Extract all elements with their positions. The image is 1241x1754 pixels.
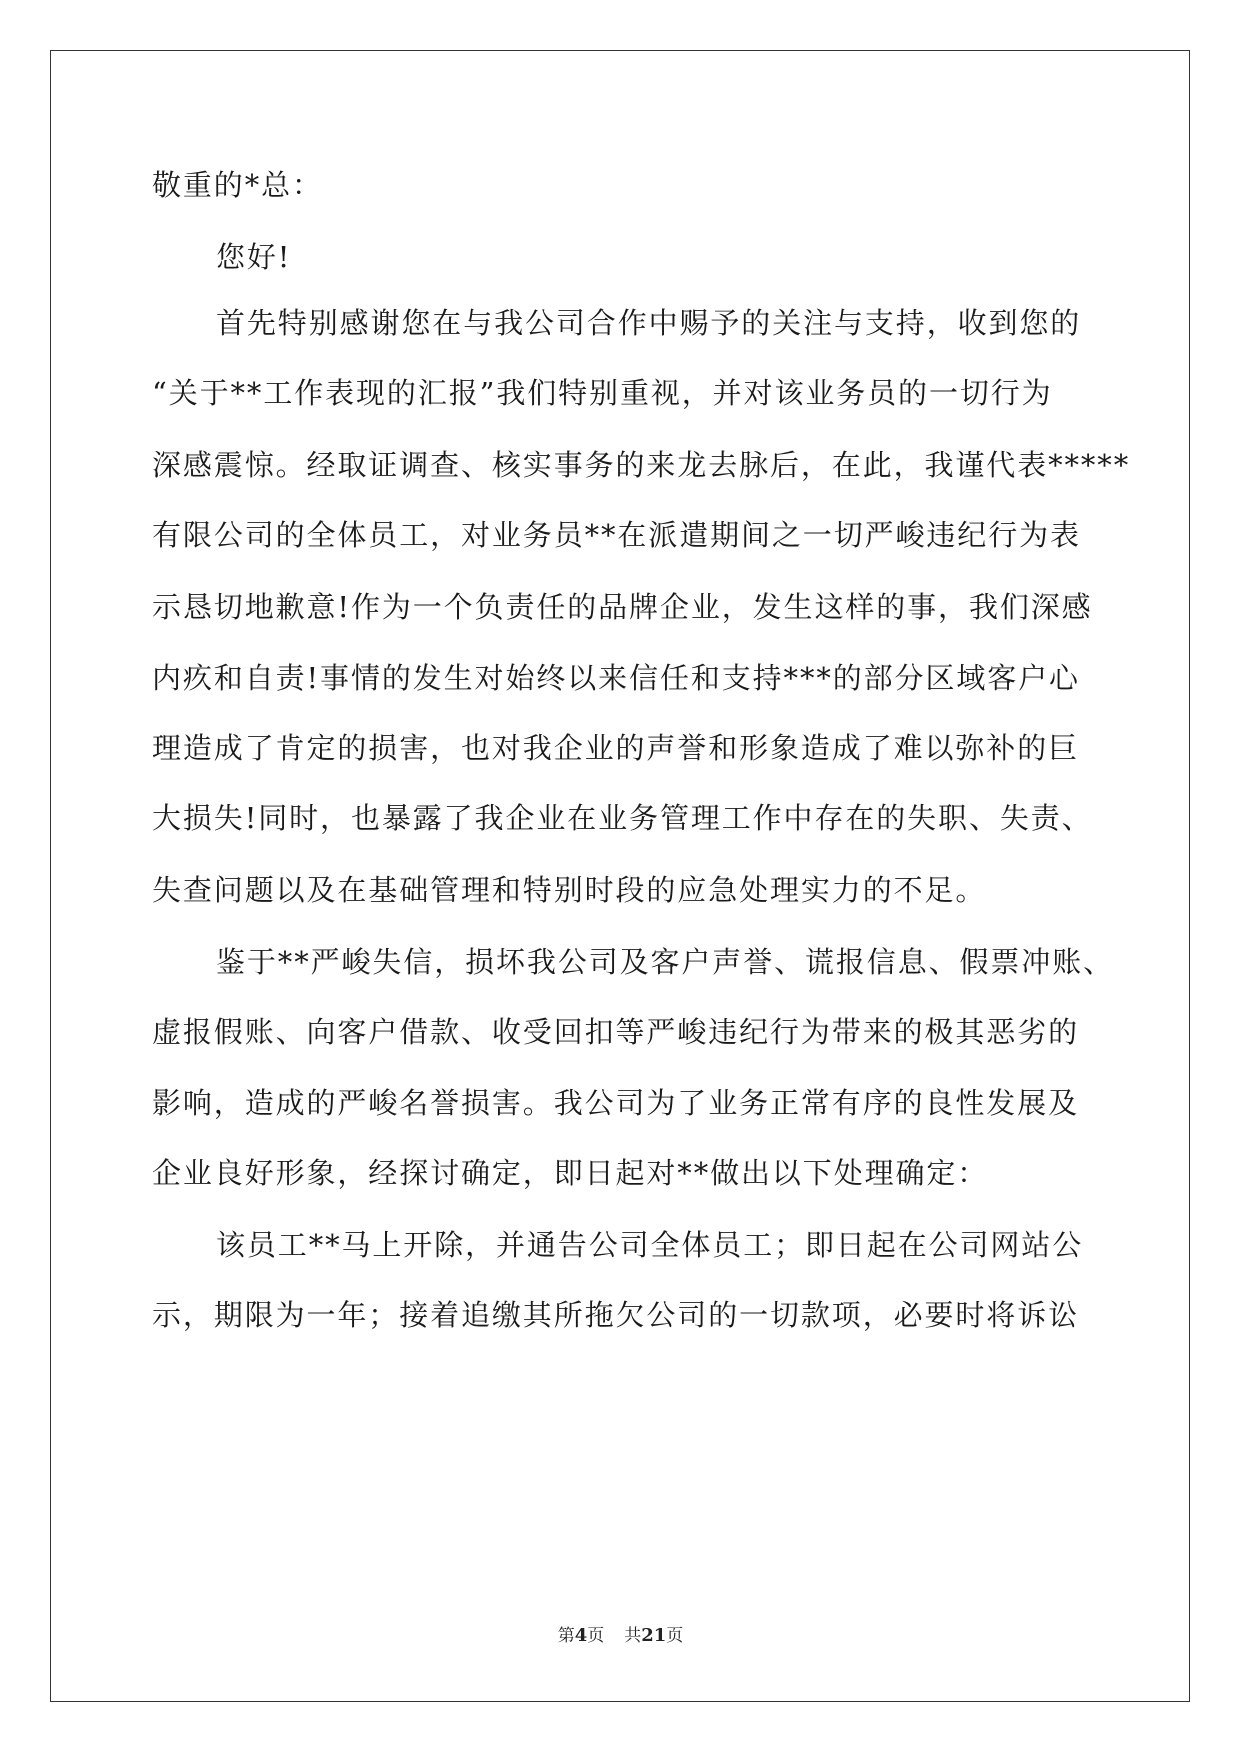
paragraph-line: 鉴于**严峻失信，损坏我公司及客户声誉、谎报信息、假票冲账、 (216, 945, 1115, 979)
current-page-number: 4 (574, 1625, 588, 1646)
paragraph-line: 内疚和自责!事情的发生对始终以来信任和支持***的部分区域客户心 (152, 661, 1080, 695)
paragraph-line: 大损失!同时，也暴露了我企业在业务管理工作中存在的失职、失责、 (152, 801, 1093, 835)
paragraph-line: 首先特别感谢您在与我公司合作中赐予的关注与支持，收到您的 (216, 306, 1082, 340)
paragraph-line: 企业良好形象，经探讨确定，即日起对**做出以下处理确定： (152, 1156, 989, 1190)
paragraph-line: 失查问题以及在基础管理和特别时段的应急处理实力的不足。 (152, 873, 987, 907)
paragraph-line: 示恳切地歉意!作为一个负责任的品牌企业，发生这样的事，我们深感 (152, 590, 1093, 624)
page-suffix: 页 (587, 1626, 605, 1646)
paragraph-line: 示，期限为一年；接着追缴其所拖欠公司的一切款项，必要时将诉讼 (152, 1298, 1080, 1332)
page-number-footer (0, 1624, 1241, 1648)
paragraph-line: 影响，造成的严峻名誉损害。我公司为了业务正常有序的良性发展及 (152, 1086, 1080, 1120)
total-prefix: 共 (624, 1626, 642, 1646)
salutation: 敬重的*总： (152, 168, 323, 202)
greeting: 您好! (216, 240, 292, 274)
page-prefix: 第 (557, 1626, 575, 1646)
paragraph-line: 虚报假账、向客户借款、收受回扣等严峻违纪行为带来的极其恶劣的 (152, 1015, 1080, 1049)
paragraph-line: 深感震惊。经取证调查、核实事务的来龙去脉后，在此，我谨代表***** (152, 448, 1131, 482)
total-page-number: 21 (641, 1625, 667, 1646)
total-suffix: 页 (666, 1626, 684, 1646)
paragraph-line: 该员工**马上开除，并通告公司全体员工；即日起在公司网站公 (216, 1228, 1084, 1262)
paragraph-line: 有限公司的全体员工，对业务员**在派遣期间之一切严峻违纪行为表 (152, 518, 1081, 552)
paragraph-line: 理造成了肯定的损害，也对我企业的声誉和形象造成了难以弥补的巨 (152, 731, 1080, 765)
paragraph-line: “关于**工作表现的汇报”我们特别重视，并对该业务员的一切行为 (152, 376, 1053, 410)
